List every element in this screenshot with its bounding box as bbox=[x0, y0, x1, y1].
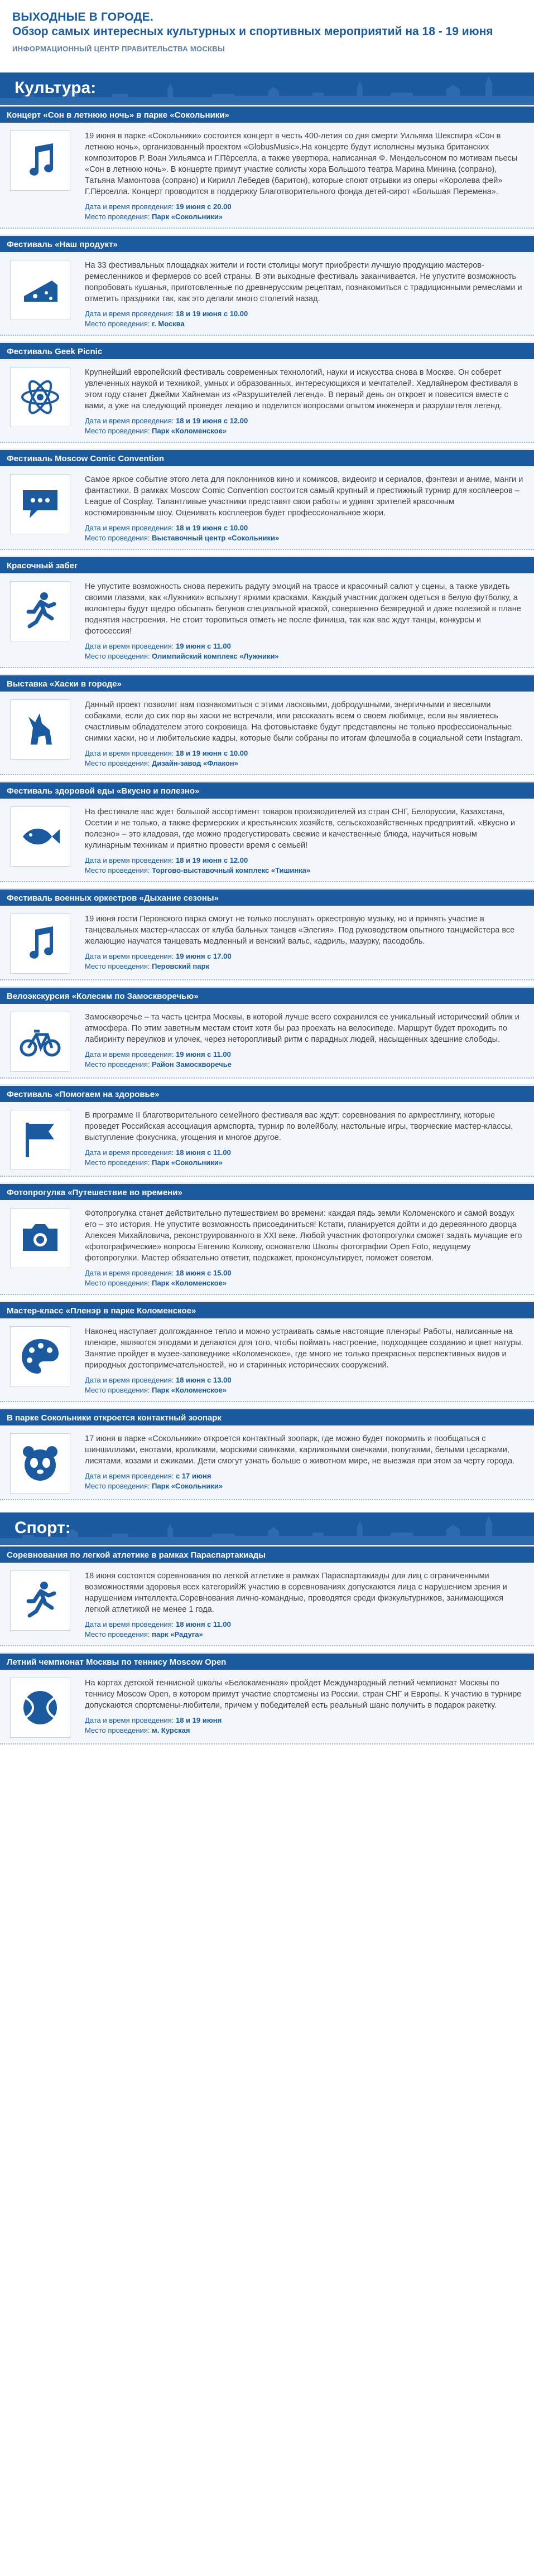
event-description: 19 июня гости Перовского парка смогут не только послушать оркестровую музыку, но и принять участие в танцевальных мастер-классах от клуба бальных танцев «Элегия». Под руководством опытного танцмейстера все желающие научатся танцевать медленный и венский вальс, кадриль, мазурку, пасодобль. bbox=[85, 915, 515, 946]
event-body bbox=[0, 799, 534, 882]
event-date-row bbox=[85, 748, 524, 758]
event-date: 18 июня с 13.00 bbox=[175, 1376, 232, 1384]
event-description: Не упустите возможность снова пережить радугу эмоций на трассе и красочный салют у сцены, а также увидеть своими глазами, как «Лужники» вспыхнут яркими красками. Каждый участник должен одеться в белую футболку, а волонтеры будут щедро обсыпать бегунов специальной краской, совершенно безвредной и даже полезной в плане поднятия настроения. Не стоит торопиться отметь не после финиша, так как вас ждут танцы, конкурсы и фотосессия! bbox=[85, 582, 521, 636]
event-meta bbox=[85, 202, 524, 222]
event-date-row bbox=[85, 1471, 524, 1481]
event-text bbox=[85, 581, 524, 661]
event-date-label: Дата и время проведения: bbox=[85, 1472, 174, 1480]
event-spacer bbox=[0, 980, 534, 986]
event-title: Летний чемпионат Москвы по теннису Moscow Open bbox=[0, 1652, 534, 1670]
event-body bbox=[0, 1200, 534, 1295]
event-title: Фестиваль «Помогаем на здоровье» bbox=[0, 1084, 534, 1102]
event-body bbox=[0, 1425, 534, 1500]
event-body bbox=[0, 1102, 534, 1177]
event-date-label: Дата и время проведения: bbox=[85, 1620, 174, 1628]
event-place-row bbox=[85, 1630, 524, 1640]
event-title: Фотопрогулка «Путешествие во времени» bbox=[0, 1182, 534, 1200]
event-description: В программе II благотворительного семейного фестиваля вас ждут: соревнования по армрестлингу, которые проведет Российская ассоциация армспорта, турнир по волейболу, настольные игры, творческие мастер-классы, выступление фокусника, угощения и многое другое. bbox=[85, 1111, 513, 1142]
event-place-label: Место проведения: bbox=[85, 427, 150, 435]
section-label-sport: Спорт: bbox=[15, 1519, 71, 1537]
event-body bbox=[0, 573, 534, 668]
event-card bbox=[0, 341, 534, 448]
event-spacer bbox=[0, 775, 534, 781]
event-card bbox=[0, 781, 534, 888]
event-place-row bbox=[85, 1060, 524, 1070]
event-meta bbox=[85, 523, 524, 543]
event-place-label: Место проведения: bbox=[85, 534, 150, 542]
event-spacer bbox=[0, 1646, 534, 1652]
event-card bbox=[0, 234, 534, 341]
event-place: Парк «Коломенское» bbox=[152, 427, 227, 435]
event-description: 18 июня состоятся соревнования по легкой атлетике в рамках Параспартакиады для лиц с ограниченными возможностями здоровья всех категорийЖ участию в соревнованиях допускаются лица с нарушением зрения и нарушением интеллекта.Соревнования лично-командные, проводятся среди физкультурников, занимающихся легкой атлетикой не менее 1 года. bbox=[85, 1572, 507, 1614]
event-date-label: Дата и время проведения: bbox=[85, 952, 174, 960]
event-place-label: Место проведения: bbox=[85, 320, 150, 328]
event-place-row bbox=[85, 758, 524, 769]
event-date: 19 июня с 17.00 bbox=[175, 952, 232, 960]
event-date-label: Дата и время проведения: bbox=[85, 1050, 174, 1059]
event-body bbox=[0, 466, 534, 550]
event-date: 18 июня с 11.00 bbox=[175, 1148, 231, 1157]
event-date-row bbox=[85, 951, 524, 961]
event-description: Самое яркое событие этого лета для поклонников кино и комиксов, видеоигр и сериалов, фэнтези и аниме, манги и фантастики. В рамках Moscow Comic Convention состоится самый крупный и престижный турнир для косплееров – League of Cosplay. Талантливые участники представят свои работы и удивят зрителей красочным костюмированным шоу. Оценивать косплееров будет профессиональное жюри. bbox=[85, 475, 523, 518]
event-place-label: Место проведения: bbox=[85, 1630, 150, 1639]
event-card bbox=[0, 1652, 534, 1750]
event-spacer bbox=[0, 1402, 534, 1408]
event-place-label: Место проведения: bbox=[85, 1279, 150, 1287]
event-title: Фестиваль Moscow Comic Convention bbox=[0, 448, 534, 466]
event-meta bbox=[85, 309, 524, 329]
atom-icon bbox=[10, 367, 70, 427]
event-description: Фотопрогулка станет действительно путешествием во времени: каждая пядь земли Коломенского и самой воздух его – это история. Не упустите возможность присоединиться! Кстати, планируется дойти и до деревянного дворца Алексея Михайловича, реконструированного в XXI веке. Любой участник фотопрогулки сможет задать мучащие его «фотографические» вопросы Евгению Колкову, основателю Школы фотографии Open Foto, ведущему фотопрогулки. Мастер обязательно ответит, подскажет, проконсультирует, поможет советом. bbox=[85, 1209, 522, 1263]
section-banner-culture bbox=[0, 73, 534, 105]
event-card bbox=[0, 448, 534, 555]
event-spacer bbox=[0, 443, 534, 448]
event-date-row bbox=[85, 1268, 524, 1278]
event-card bbox=[0, 555, 534, 674]
event-date: с 17 июня bbox=[175, 1472, 211, 1480]
event-place-row bbox=[85, 961, 524, 972]
event-body bbox=[0, 906, 534, 980]
event-description: 19 июня в парке «Сокольники» состоится концерт в честь 400-летия со дня смерти Уильяма Шекспира «Сон в летнюю ночь», организованный проектом «GlobusMusic».На концерте будут исполнены музыка британских композиторов Р. Воан Уильямса и Г.Пёрселла, а также увертюра, написанная Ф. Мендельсоном по мотивам пьесы «Сон в летнюю ночь». В концерте примут участие солисты хора Большого театра Марина Минина (сопрано), Татьяна Мамонтова (сопрано) и Кирилл Лебедев (баритон), которые споют отрывки из оперы «Королева фей» Г.Пёрселла. Концерт проводится в поддержку Благотворительного фонда детей-сирот «Большая Перемена». bbox=[85, 132, 518, 196]
event-date-row bbox=[85, 1620, 524, 1630]
event-place: Перовский парк bbox=[152, 962, 210, 970]
event-meta bbox=[85, 416, 524, 436]
event-date-row bbox=[85, 1375, 524, 1385]
event-date-label: Дата и время проведения: bbox=[85, 749, 174, 757]
event-place-label: Место проведения: bbox=[85, 759, 150, 767]
event-place-label: Место проведения: bbox=[85, 1482, 150, 1490]
event-date-row bbox=[85, 309, 524, 319]
event-title: Фестиваль Geek Picnic bbox=[0, 341, 534, 359]
event-place: Парк «Коломенское» bbox=[152, 1279, 227, 1287]
event-text bbox=[85, 699, 524, 769]
event-spacer bbox=[0, 336, 534, 341]
event-place-row bbox=[85, 426, 524, 436]
event-place-label: Место проведения: bbox=[85, 1386, 150, 1394]
event-card bbox=[0, 1301, 534, 1408]
event-title: В парке Сокольники откроется контактный зоопарк bbox=[0, 1408, 534, 1425]
event-title: Мастер-класс «Пленэр в парке Коломенское» bbox=[0, 1301, 534, 1318]
event-date-row bbox=[85, 202, 524, 212]
event-place-label: Место проведения: bbox=[85, 212, 150, 221]
event-description: Крупнейший европейский фестиваль современных технологий, науки и искусства снова в Москве. Он соберет увлеченных наукой и техникой, умных и образованных, интересующихся и мечтателей. Хедлайнером фестиваля в этом году станет Джейми Хайнеман из «Разрушителей легенд». В первый день он откроет и повесится вместе с вами, а уже на следующий проведет лекцию и поделится вопросами опытом инженера и разрушителя легенд. bbox=[85, 368, 518, 410]
event-date-row bbox=[85, 416, 524, 426]
event-card bbox=[0, 1182, 534, 1301]
event-text bbox=[85, 1208, 524, 1288]
event-meta bbox=[85, 951, 524, 972]
event-spacer bbox=[0, 668, 534, 674]
event-place-label: Место проведения: bbox=[85, 1060, 150, 1069]
event-date-label: Дата и время проведения: bbox=[85, 642, 174, 650]
culture-event-list bbox=[0, 105, 534, 1506]
event-card bbox=[0, 986, 534, 1084]
event-date-label: Дата и время проведения: bbox=[85, 202, 174, 211]
event-meta bbox=[85, 1050, 524, 1070]
event-date-row bbox=[85, 641, 524, 651]
org-name: ИНФОРМАЦИОННЫЙ ЦЕНТР ПРАВИТЕЛЬСТВА МОСКВЫ bbox=[12, 45, 225, 53]
event-place: Парк «Сокольники» bbox=[152, 1482, 223, 1490]
event-card bbox=[0, 1408, 534, 1506]
panda-icon bbox=[10, 1433, 70, 1494]
music-note-icon bbox=[10, 131, 70, 191]
event-date: 18 и 19 июня с 10.00 bbox=[175, 524, 248, 532]
event-date-label: Дата и время проведения: bbox=[85, 1148, 174, 1157]
event-date: 19 июня с 20.00 bbox=[175, 202, 232, 211]
event-date: 18 и 19 июня с 10.00 bbox=[175, 749, 248, 757]
event-text bbox=[85, 1678, 524, 1738]
event-text bbox=[85, 1110, 524, 1170]
event-place-label: Место проведения: bbox=[85, 652, 150, 660]
event-meta bbox=[85, 856, 524, 876]
fish-icon bbox=[10, 806, 70, 867]
event-date: 18 июня с 15.00 bbox=[175, 1269, 232, 1277]
event-text bbox=[85, 1570, 524, 1640]
page-header bbox=[0, 0, 534, 66]
speech-bubble-icon bbox=[10, 474, 70, 534]
event-place: парк «Радуга» bbox=[152, 1630, 203, 1639]
event-spacer bbox=[0, 1744, 534, 1750]
event-date-label: Дата и время проведения: bbox=[85, 1716, 174, 1724]
event-title: Красочный забег bbox=[0, 555, 534, 573]
event-date-label: Дата и время проведения: bbox=[85, 856, 174, 864]
event-text bbox=[85, 260, 524, 329]
event-date-label: Дата и время проведения: bbox=[85, 524, 174, 532]
event-place: Дизайн-завод «Флакон» bbox=[152, 759, 238, 767]
page-title: ВЫХОДНЫЕ В ГОРОДЕ. bbox=[12, 11, 153, 23]
event-place: Олимпийский комплекс «Лужники» bbox=[152, 652, 279, 660]
event-place-row bbox=[85, 651, 524, 661]
event-body bbox=[0, 123, 534, 229]
event-place-row bbox=[85, 1158, 524, 1168]
event-date-label: Дата и время проведения: bbox=[85, 310, 174, 318]
page-subtitle: Обзор самых интересных культурных и спортивных мероприятий на 18 - 19 июня bbox=[12, 25, 493, 38]
event-place-label: Место проведения: bbox=[85, 962, 150, 970]
event-date: 18 и 19 июня с 12.00 bbox=[175, 856, 248, 864]
event-text bbox=[85, 1326, 524, 1395]
event-text bbox=[85, 914, 524, 974]
event-text bbox=[85, 1433, 524, 1494]
event-place-row bbox=[85, 1385, 524, 1395]
event-card bbox=[0, 1545, 534, 1652]
event-date: 18 июня с 11.00 bbox=[175, 1620, 231, 1628]
event-card bbox=[0, 1084, 534, 1182]
event-spacer bbox=[0, 229, 534, 234]
event-place: Парк «Сокольники» bbox=[152, 212, 223, 221]
section-banner-sport bbox=[0, 1512, 534, 1545]
event-place: Район Замоскворечье bbox=[152, 1060, 232, 1069]
event-date: 19 июня с 11.00 bbox=[175, 642, 231, 650]
event-place-row bbox=[85, 1481, 524, 1491]
event-title: Соревнования по легкой атлетике в рамках Параспартакиады bbox=[0, 1545, 534, 1563]
event-title: Фестиваль военных оркестров «Дыхание сезоны» bbox=[0, 888, 534, 906]
event-meta bbox=[85, 1268, 524, 1288]
event-place: Торгово-выставочный комплекс «Тишинка» bbox=[152, 866, 311, 874]
event-spacer bbox=[0, 882, 534, 888]
event-date-row bbox=[85, 1050, 524, 1060]
event-place-row bbox=[85, 212, 524, 222]
event-card bbox=[0, 105, 534, 234]
event-spacer bbox=[0, 1500, 534, 1506]
event-date-row bbox=[85, 1715, 524, 1726]
event-title: Фестиваль «Наш продукт» bbox=[0, 234, 534, 252]
event-title: Концерт «Сон в летнюю ночь» в парке «Сокольники» bbox=[0, 105, 534, 123]
event-body bbox=[0, 1318, 534, 1402]
skyline-icon bbox=[0, 1512, 534, 1545]
event-place: Парк «Коломенское» bbox=[152, 1386, 227, 1394]
tennis-icon bbox=[10, 1678, 70, 1738]
event-spacer bbox=[0, 1079, 534, 1084]
section-label-culture: Культура: bbox=[15, 79, 97, 97]
camera-icon bbox=[10, 1208, 70, 1268]
event-meta bbox=[85, 1620, 524, 1640]
event-card bbox=[0, 888, 534, 986]
event-body bbox=[0, 252, 534, 336]
event-text bbox=[85, 131, 524, 222]
event-spacer bbox=[0, 1295, 534, 1301]
event-body bbox=[0, 1004, 534, 1079]
event-text bbox=[85, 367, 524, 436]
bicycle-icon bbox=[10, 1012, 70, 1072]
event-meta bbox=[85, 748, 524, 769]
event-card bbox=[0, 674, 534, 781]
runner-icon bbox=[10, 1570, 70, 1631]
event-place-row bbox=[85, 1726, 524, 1736]
event-description: Замоскворечье – та часть центра Москвы, в которой лучше всего сохранился ее уникальный исторический облик и атмосфера. По этим заветным местам стоит хотя бы раз проехать на велосипеде. Маршрут будет проходить по лабиринту переулков и улочек, через неторопливый ритм с парадных людей, насыщенных здешние слободы. bbox=[85, 1013, 519, 1044]
event-place-label: Место проведения: bbox=[85, 866, 150, 874]
event-meta bbox=[85, 1715, 524, 1736]
dog-icon bbox=[10, 699, 70, 760]
event-spacer bbox=[0, 550, 534, 555]
event-place-row bbox=[85, 533, 524, 543]
event-title: Выставка «Хаски в городе» bbox=[0, 674, 534, 692]
music-note-icon bbox=[10, 914, 70, 974]
event-body bbox=[0, 692, 534, 775]
event-date: 19 июня с 11.00 bbox=[175, 1050, 231, 1059]
event-title: Велоэкскурсия «Колесим по Замоскворечью» bbox=[0, 986, 534, 1004]
event-body bbox=[0, 1670, 534, 1744]
runner-icon bbox=[10, 581, 70, 641]
event-date-label: Дата и время проведения: bbox=[85, 1269, 174, 1277]
event-date: 18 и 19 июня с 10.00 bbox=[175, 310, 248, 318]
event-date-row bbox=[85, 856, 524, 866]
event-description: На фестивале вас ждет большой ассортимент товаров производителей из стран СНГ, Белоруссии, Казахстана, Осетии и не только, а также фермерских и крестьянских хозяйств, сельскохозяйственных предприятий. «Вкусно и полезно» – это кладовая, где можно продегустировать свежие и качественные блюда, научиться новым кулинарным техникам и приятно провести время с семьей! bbox=[85, 808, 516, 850]
event-place-row bbox=[85, 319, 524, 329]
event-date-label: Дата и время проведения: bbox=[85, 417, 174, 425]
event-place-row bbox=[85, 1278, 524, 1288]
cheese-icon bbox=[10, 260, 70, 320]
event-body bbox=[0, 1563, 534, 1646]
event-spacer bbox=[0, 1177, 534, 1182]
event-description: Данный проект позволит вам познакомиться с этими ласковыми, добродушными, энергичными и веселыми собаками, если до сих пор вы хаски не встречали, или рассказать всем о своем любимце, если вы являетесь счастливым обладателем этого сокровища. На фотовыставке будут представлены не только профессиональные снимки хаски, но и любительские кадры, которые были собраны по итогам флешмоба в социальной сети Instagram. bbox=[85, 700, 523, 743]
flag-icon bbox=[10, 1110, 70, 1170]
event-place: Выставочный центр «Сокольники» bbox=[152, 534, 280, 542]
event-body bbox=[0, 359, 534, 443]
event-text bbox=[85, 474, 524, 543]
event-title: Фестиваль здоровой еды «Вкусно и полезно» bbox=[0, 781, 534, 799]
event-meta bbox=[85, 1148, 524, 1168]
event-date-label: Дата и время проведения: bbox=[85, 1376, 174, 1384]
event-description: На кортах детской теннисной школы «Белокаменная» пройдет Международный летний чемпионат Москвы по теннису Moscow Open, в котором примут участие спортсмены из России, стран СНГ и Европы. К участию в турнире допускаются спортсмены-любители, причем у победителей есть реальный шанс получить в подарок ракетку. bbox=[85, 1679, 522, 1710]
event-meta bbox=[85, 641, 524, 661]
event-place: г. Москва bbox=[152, 320, 185, 328]
event-place-label: Место проведения: bbox=[85, 1726, 150, 1734]
event-description: На 33 фестивальных площадках жители и гости столицы могут приобрести лучшую продукцию мастеров-ремесленников и фермеров со всей страны. В эти выходные фестиваль заканчивается. Не упустите возможность попробовать кушанья, приготовленные по древнерусским рецептам, познакомиться с традиционными ремеслами и отметить праздники так, как это делали много столетий назад. bbox=[85, 261, 522, 303]
event-text bbox=[85, 1012, 524, 1072]
event-text bbox=[85, 806, 524, 876]
event-place-row bbox=[85, 866, 524, 876]
palette-icon bbox=[10, 1326, 70, 1386]
event-date: 18 и 19 июня с 12.00 bbox=[175, 417, 248, 425]
event-date: 18 и 19 июня bbox=[175, 1716, 222, 1724]
event-description: Наконец наступает долгожданное тепло и можно устраивать самые настоящие пленэры! Работы, написанные на пленэре, являются этюдами и делаются для того, чтобы поймать настроение, подходящее созданию и цвет натуры. Занятие пройдет в музее-заповеднике «Коломенское», где много не только прекрасных перспективных видов и природных достопримечательностей, но и старинных исторических сооружений. bbox=[85, 1327, 523, 1370]
event-description: 17 июня в парке «Сокольники» откроется контактный зоопарк, где можно будет покормить и пообщаться с шиншиллами, енотами, кроликами, морскими свинками, карликовыми овечками, попугаями, белыми цесарками, лисятами, козами и ежиками. Дети смогут узнать больше о животном мире, не выезжая при этом за черту города. bbox=[85, 1434, 515, 1466]
event-place: м. Курская bbox=[152, 1726, 190, 1734]
event-date-row bbox=[85, 523, 524, 533]
event-meta bbox=[85, 1471, 524, 1491]
sport-event-list bbox=[0, 1545, 534, 1750]
event-place-label: Место проведения: bbox=[85, 1158, 150, 1167]
event-meta bbox=[85, 1375, 524, 1395]
event-place: Парк «Сокольники» bbox=[152, 1158, 223, 1167]
event-date-row bbox=[85, 1148, 524, 1158]
